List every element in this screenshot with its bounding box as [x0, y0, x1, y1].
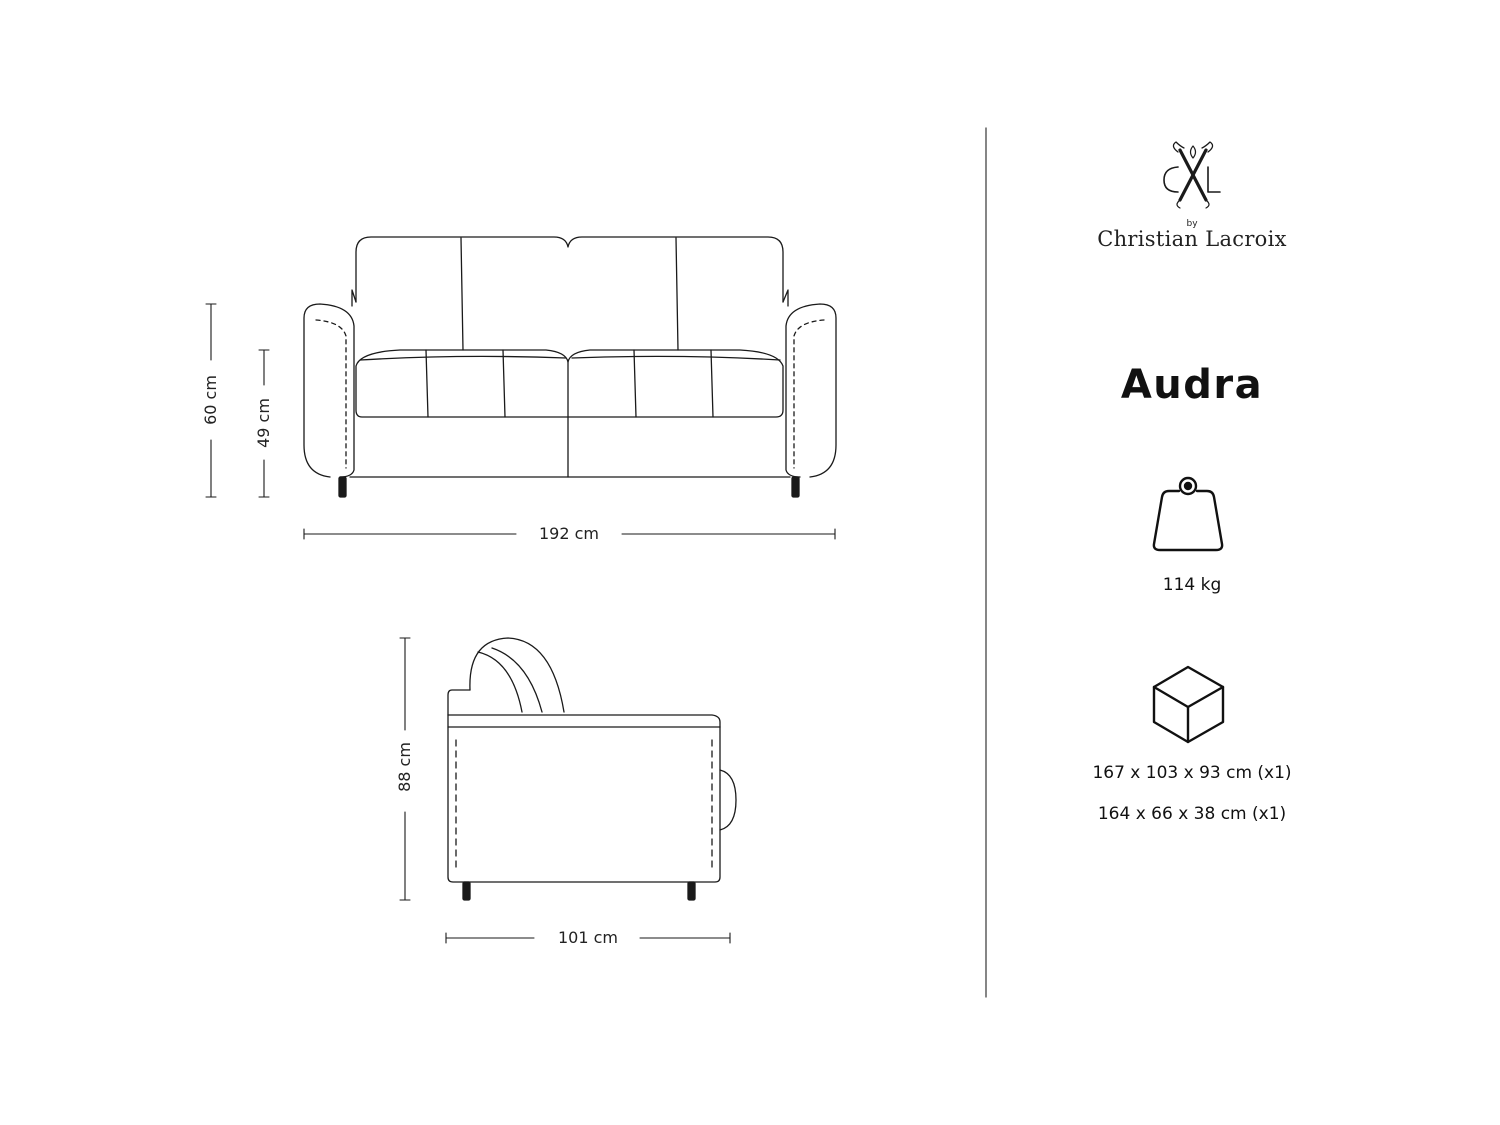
side-height-label: 88 cm: [395, 742, 414, 792]
package-dimensions-1: 167 x 103 x 93 cm (x1): [1092, 763, 1292, 783]
front-seat-height-label: 49 cm: [254, 398, 273, 448]
front-total-height-label: 60 cm: [201, 375, 220, 425]
sofa-front-view: [304, 237, 836, 497]
brand-by: by: [1186, 219, 1198, 229]
box-icon: [1154, 667, 1223, 742]
package-dimensions-2: 164 x 66 x 38 cm (x1): [1097, 804, 1287, 824]
front-width-label: 192 cm: [538, 524, 600, 543]
cxl-monogram-logo: [1164, 142, 1220, 208]
side-depth-label: 101 cm: [557, 928, 619, 947]
side-dimension-lines: [400, 638, 730, 943]
weight-value: 114 kg: [1162, 575, 1222, 595]
weight-icon: [1154, 478, 1222, 550]
brand-name: Christian Lacroix: [1097, 227, 1287, 251]
sofa-side-view: [448, 638, 736, 900]
front-dimension-lines: [206, 304, 835, 539]
product-name: Audra: [1120, 362, 1264, 408]
